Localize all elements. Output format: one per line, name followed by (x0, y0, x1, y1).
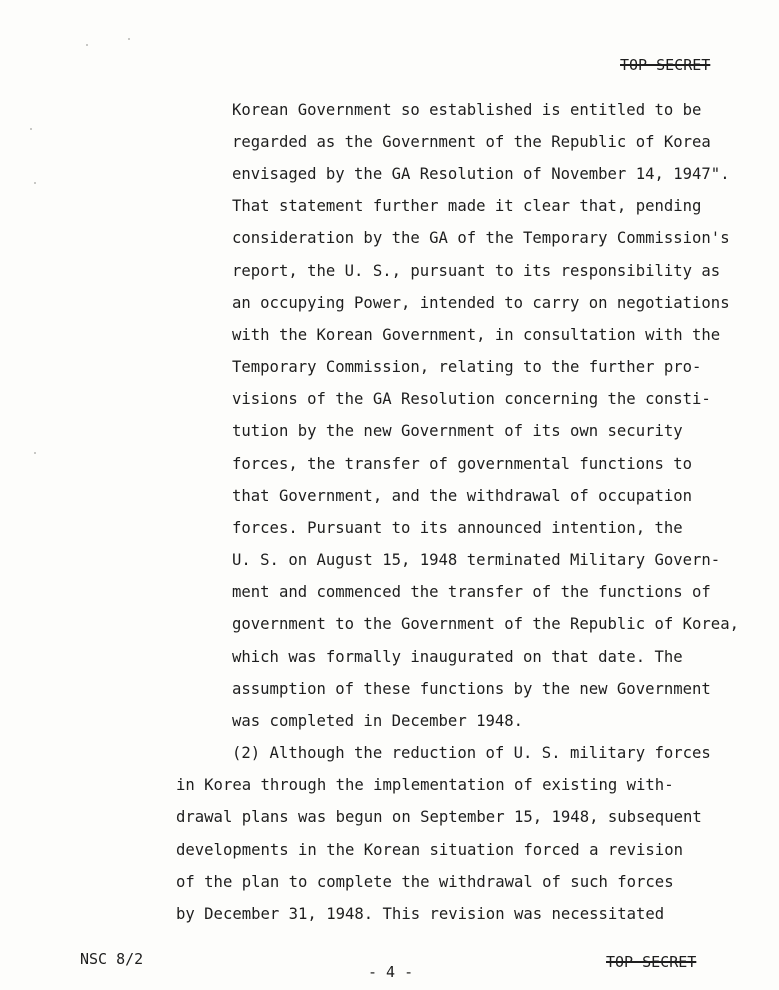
text-line: developments in the Korean situation forced a revision (176, 841, 683, 859)
text-line: of the plan to complete the withdrawal of such forces (176, 873, 674, 891)
text-line: U. S. on August 15, 1948 terminated Military Govern- (232, 551, 721, 569)
text-line: tution by the new Government of its own security (232, 422, 683, 440)
text-line: which was formally inaugurated on that date. The (232, 648, 683, 666)
paper-speck (34, 182, 36, 184)
top-classification-marking (620, 56, 710, 74)
text-line: Korean Government so established is entitled to be (232, 101, 702, 119)
text-line: an occupying Power, intended to carry on negotiations (232, 294, 730, 312)
text-line: drawal plans was begun on September 15, 1948, subsequent (176, 808, 702, 826)
classification-text: TOP SECRET (620, 56, 711, 74)
text-line: in Korea through the implementation of existing with- (176, 776, 674, 794)
text-line: with the Korean Government, in consultation with the (232, 326, 721, 344)
text-line: regarded as the Government of the Republic of Korea (232, 133, 711, 151)
text-line: forces. Pursuant to its announced intention, the (232, 519, 683, 537)
bottom-classification-marking (606, 953, 696, 971)
text-line: envisaged by the GA Resolution of November 14, 1947". (232, 165, 730, 183)
text-line: by December 31, 1948. This revision was necessitated (176, 905, 665, 923)
text-line: forces, the transfer of governmental functions to (232, 455, 693, 473)
text-line: government to the Government of the Republic of Korea, (232, 615, 739, 633)
text-line: assumption of these functions by the new Government (232, 680, 711, 698)
paper-speck (34, 452, 36, 454)
text-line: report, the U. S., pursuant to its responsibility as (232, 262, 721, 280)
paper-speck (128, 38, 130, 40)
text-line: consideration by the GA of the Temporary Commission's (232, 229, 730, 247)
paper-speck (30, 128, 32, 130)
classification-text: TOP SECRET (606, 953, 697, 971)
text-line: that Government, and the withdrawal of occupation (232, 487, 693, 505)
document-id: NSC 8/2 (80, 950, 144, 968)
page-number: - 4 - (368, 963, 414, 981)
text-line: ment and commenced the transfer of the functions of (232, 583, 711, 601)
paragraph-start-line: (2) Although the reduction of U. S. military forces (232, 744, 711, 762)
paper-speck (86, 44, 88, 46)
text-line: That statement further made it clear that, pending (232, 197, 702, 215)
text-line: was completed in December 1948. (232, 712, 524, 730)
text-line: Temporary Commission, relating to the further pro- (232, 358, 702, 376)
text-line: visions of the GA Resolution concerning the consti- (232, 390, 711, 408)
